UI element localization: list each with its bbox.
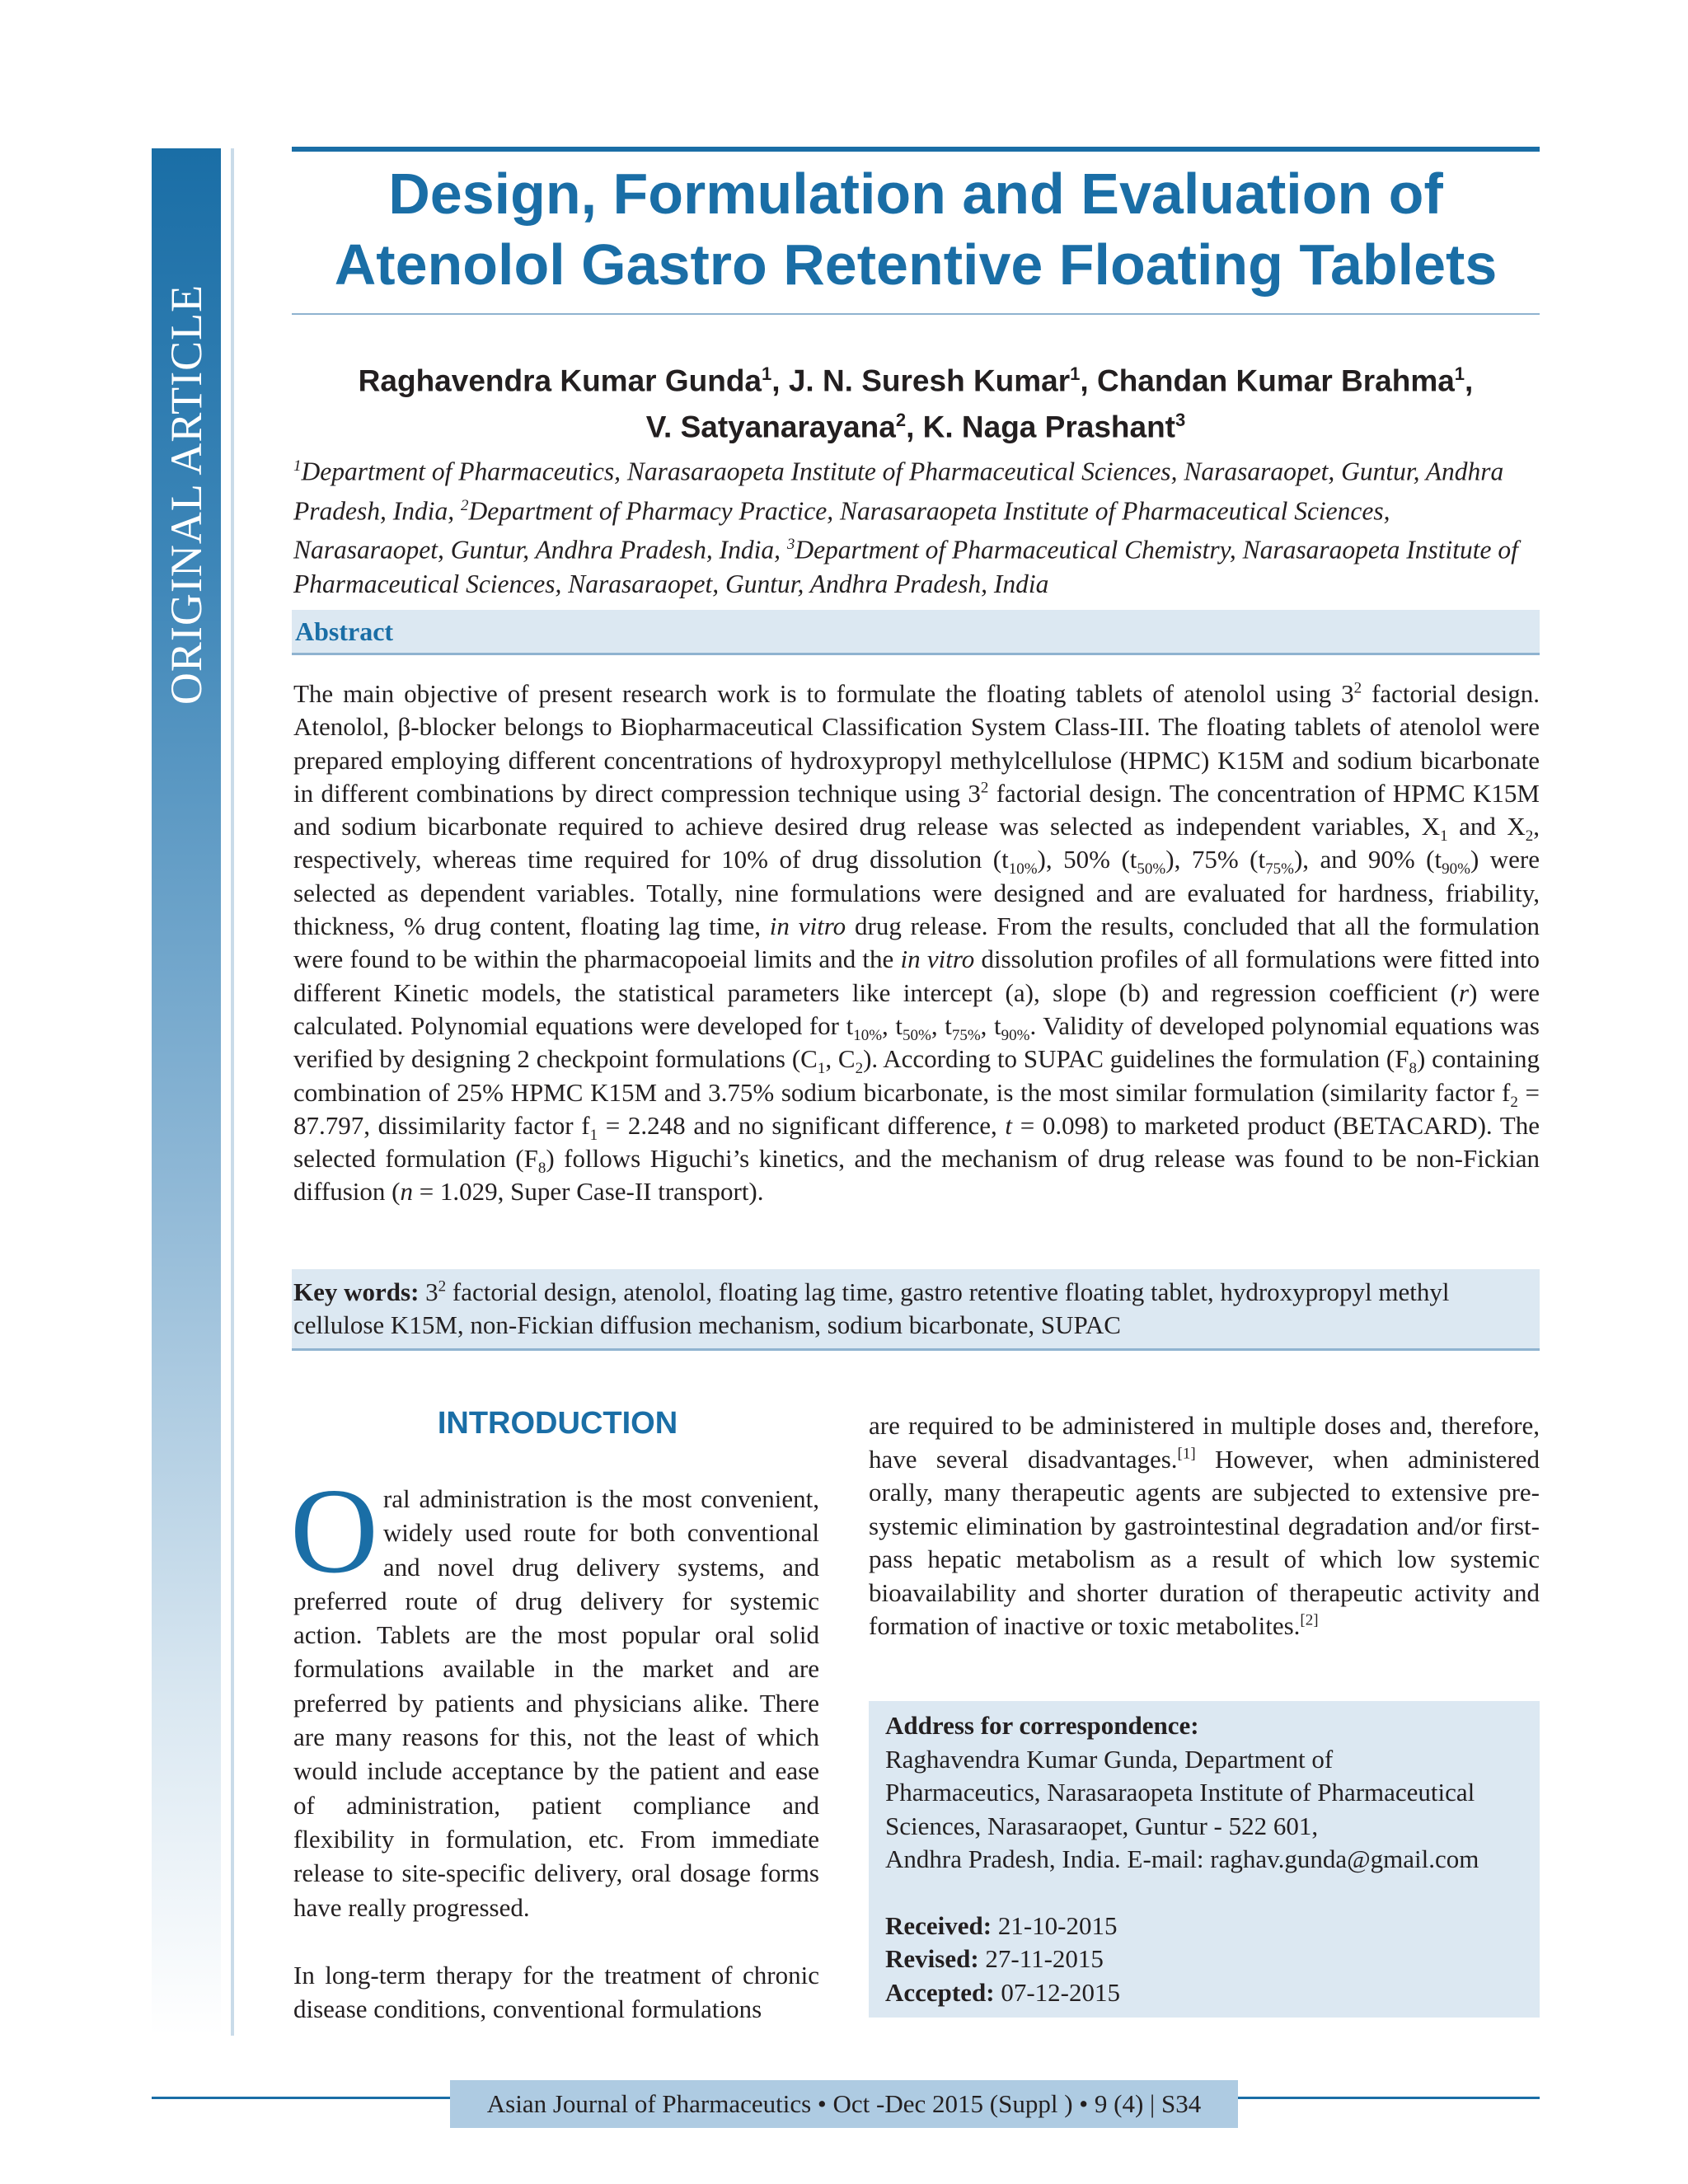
author-affil-sup: 1: [1454, 363, 1465, 384]
author-affil-sup: 2: [895, 410, 907, 431]
author-affil-sup: 1: [762, 363, 772, 384]
abstract-header: [292, 610, 1540, 655]
title-line-1: Design, Formulation and Evaluation of: [388, 162, 1443, 226]
keywords-box: [292, 1269, 1540, 1351]
affil-sup: 3: [786, 536, 795, 553]
keywords-label: Key words:: [293, 1277, 426, 1306]
affil-sup: 1: [293, 457, 302, 475]
correspondence-line: Sciences, Narasaraopet, Guntur - 522 601,: [885, 1811, 1319, 1840]
accepted-date: Accepted: 07-12-2015: [885, 1977, 1120, 2007]
intro-left-column: [290, 1464, 819, 2026]
abstract-body: The main objective of present research work is to formulate the floating tablets of atenolol using $3^2$ factorial design. Atenolol, β-blocker belongs to Biopharmaceutical Classification System Class-III. The floating tablets of atenolol were prepared employing different concentrations of hydroxypropyl methylcellulose (HPMC) K15M and sodium bicarbonate in different combinations by direct compression technique using $3^2$ factorial design. The concentration of HPMC K15M and sodium bicarbonate required to achieve desired drug release was selected as independent variables, $X_1$ and $X_2$, respectively, whereas time required for 10% of drug dissolution $(t_{10\%})$, 50% $(t_{50\%})$, 75% $(t_{75\%})$, and 90% $(t_{90\%})$ were selected as dependent variables. Totally, nine formulations were designed and are evaluated for hardness, friability, thickness, % drug content, floating lag time, in vitro drug release. From the results, concluded that all the formulation were found to be within the pharmacopoeial limits and the in vitro dissolution profiles of all formulations were fitted into different Kinetic models, the statistical parameters like intercept (a), slope (b) and regression coefficient (r) were calculated. Polynomial equations were developed for $t_{10\%}$, $t_{50\%}$, $t_{75\%}$, $t_{90\%}$. Validity of developed polynomial equations was verified by designing 2 checkpoint formulations ($C_1$, $C_2$). According to SUPAC guidelines the formulation $(F_8)$ containing combination of 25% HPMC K15M and 3.75% sodium bicarbonate, is the most similar formulation (similarity factor $f_2 = 87.797$, dissimilarity factor $f_1 = 2.248$ and no significant difference, t = 0.098) to marketed product (BETACARD). The selected formulation $(F_8)$ follows Higuchi’s kinetics, and the mechanism of drug release was found to be non-Fickian diffusion (n = 1.029, Super Case-II transport).: [293, 679, 1540, 1207]
intro-paragraph-2: In long-term therapy for the treatment of chronic disease conditions, conventional formulations: [293, 1960, 819, 2024]
affiliation: Department of Pharmaceutics, Narasaraopeta Institute of Pharmaceutical Sciences, Narasaraopet, Guntur, Andhra Pradesh, India,: [293, 457, 1504, 525]
keywords: Key words: $3^2$ factorial design, atenolol, floating lag time, gastro retentive floating tablet, hydroxypropyl methyl cellulose K15M, non-Fickian diffusion mechanism, sodium bicarbonate, SUPAC: [293, 1277, 1450, 1339]
correspondence-label: Address for correspondence:: [885, 1711, 1199, 1740]
affiliation: Department of Pharmaceutical Chemistry, Narasaraopeta Institute of Pharmaceutical Sciences, Narasaraopet, Guntur, Andhra Pradesh, India: [293, 535, 1518, 598]
citation-ref: [1]: [1177, 1445, 1196, 1463]
author-affil-sup: 3: [1175, 410, 1186, 431]
drop-cap: O: [290, 1464, 378, 1599]
article-type-label: ORIGINAL ARTICLE: [162, 284, 211, 705]
author: Raghavendra Kumar Gunda: [358, 363, 762, 398]
correspondence-line: Raghavendra Kumar Gunda, Department of: [885, 1744, 1334, 1774]
title-line-2: Atenolol Gastro Retentive Floating Tablets: [334, 232, 1498, 297]
paper-title: [292, 158, 1540, 300]
intro-paragraph-1: Oral administration is the most convenient, widely used route for both conventional and novel drug delivery systems, and preferred route of drug delivery for systemic action. Tablets are the most popular oral solid formulations available in the market and are preferred by patients and physicians alike. There are many reasons for this, not the least of which would include acceptance by the patient and ease of administration, patient compliance and flexibility in formulation, etc. From immediate release to site-specific delivery, oral dosage forms have really progressed.: [290, 1464, 819, 1922]
correspondence-line: Pharmaceutics, Narasaraopeta Institute of Pharmaceutical: [885, 1778, 1475, 1807]
affiliations: [293, 449, 1541, 601]
author: J. N. Suresh Kumar: [788, 363, 1071, 398]
abstract-label: Abstract: [295, 616, 394, 646]
revised-date: Revised: 27-11-2015: [885, 1944, 1104, 1973]
top-rule: [292, 147, 1540, 152]
author-list: Raghavendra Kumar Gunda$^1$, J. N. Suresh Kumar$^1$, Chandan Kumar Brahma$^1$, V. Satyanarayana$^2$, K. Naga Prashant$^3$: [358, 363, 1474, 444]
author: Chandan Kumar Brahma: [1096, 363, 1455, 398]
author: V. Satyanarayana: [645, 410, 896, 444]
intro-right-column: are required to be administered in multiple doses and, therefore, have several disadvantages.[1] However, when administered orally, many therapeutic agents are subjected to extensive pre-systemic elimination by gastrointestinal degradation and/or first-pass hepatic metabolism as a result of which low systemic bioavailability and shorter duration of therapeutic activity and formation of inactive or toxic metabolites.[2]: [869, 1411, 1540, 1640]
correspondence-line: Andhra Pradesh, India. E-mail: raghav.gunda@gmail.com: [885, 1844, 1479, 1873]
author: K. Naga Prashant: [922, 410, 1175, 444]
journal-footer: Asian Journal of Pharmaceutics • Oct -Dec 2015 (Suppl ) • 9 (4) | S34: [450, 2080, 1238, 2128]
side-rule: [231, 148, 234, 2036]
title-rule: [292, 313, 1540, 315]
section-heading-introduction: INTRODUCTION: [437, 1406, 678, 1441]
affil-sup: 2: [460, 496, 469, 514]
received-date: Received: 21-10-2015: [885, 1910, 1118, 1940]
correspondence-box: [869, 1701, 1540, 2018]
affiliation: Department of Pharmacy Practice, Narasaraopeta Institute of Pharmaceutical Sciences, Narasaraopet, Guntur, Andhra Pradesh, India,: [293, 496, 1390, 565]
citation-ref: [2]: [1300, 1611, 1319, 1629]
author-affil-sup: 1: [1070, 363, 1081, 384]
